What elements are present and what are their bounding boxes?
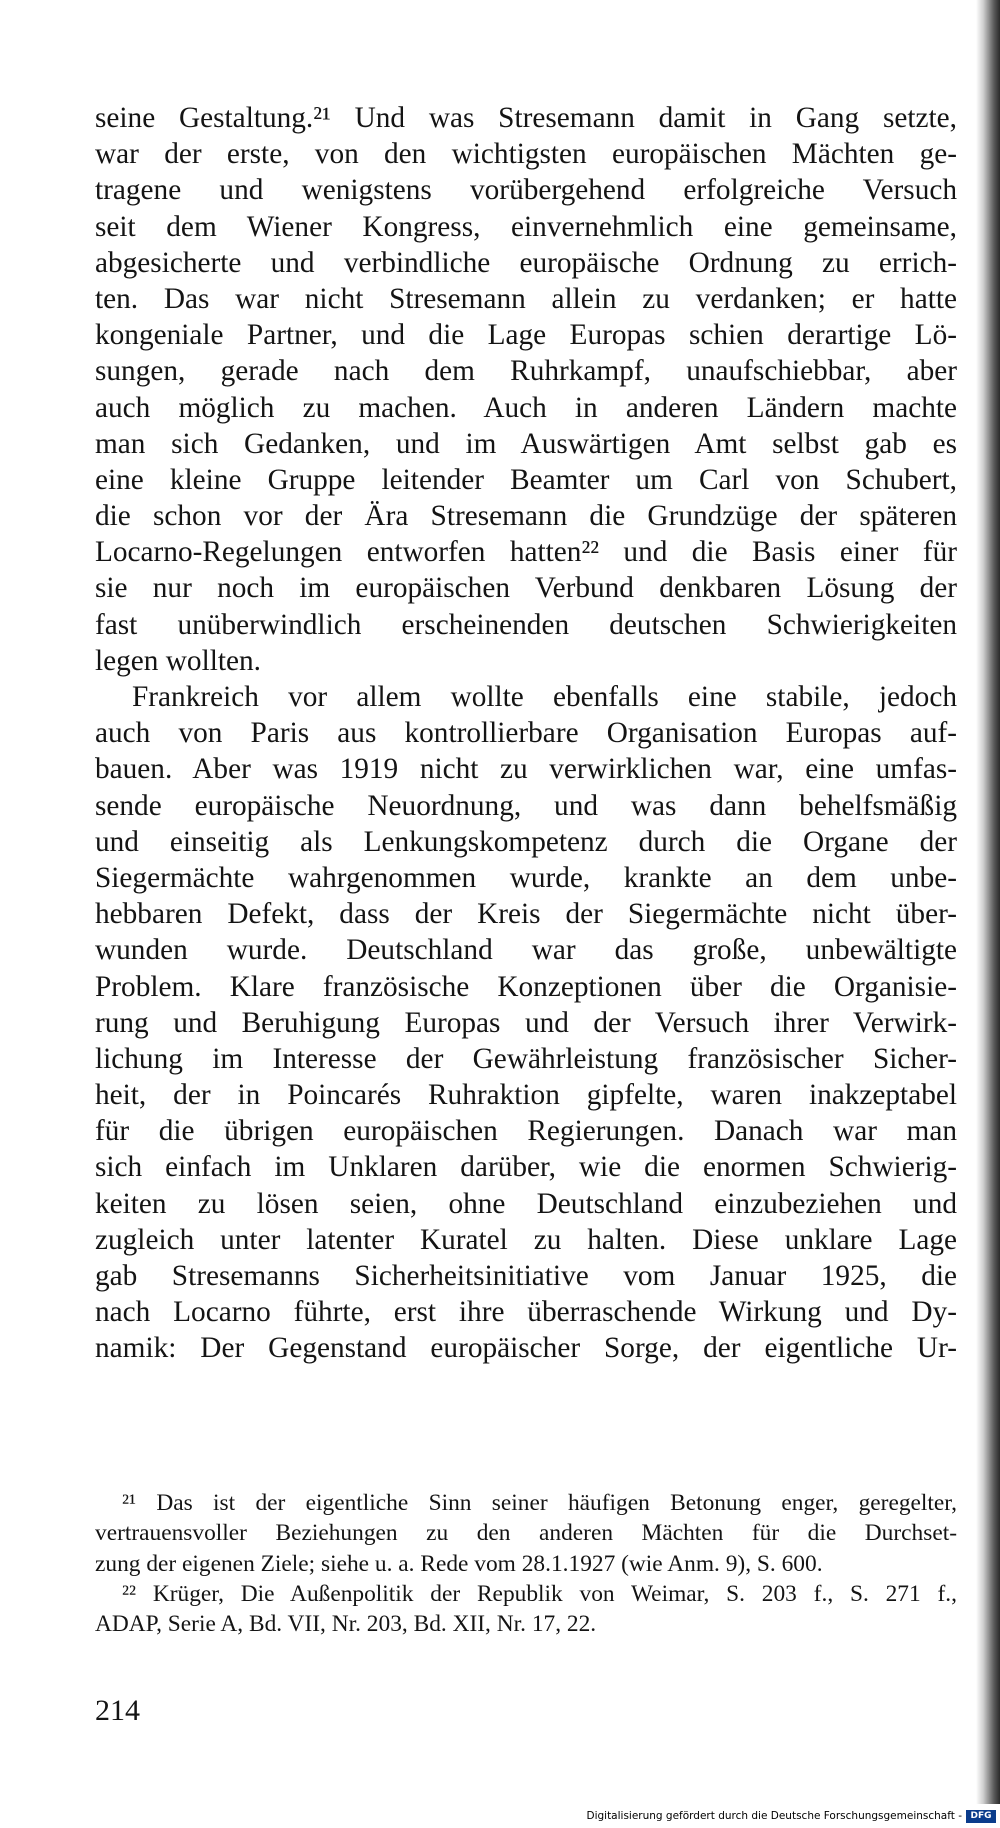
text-line: sende europäische Neuordnung, und was dann behelfsmäßig [95,789,957,822]
text-line: sie nur noch im europäischen Verbund denkbaren Lösung der [95,572,957,605]
footnote-line: ²² Krüger, Die Außenpolitik der Republik von Weimar, S. 203 f., S. 271 f., [122,1580,957,1607]
text-line: nach Locarno führte, erst ihre überraschende Wirkung und Dy- [95,1296,957,1329]
footnotes [95,1488,957,1639]
text-line: abgesicherte und verbindliche europäische Ordnung zu errich- [95,246,957,279]
book-spine-shadow [976,0,1000,1804]
dfg-logo-icon: DFG [966,1810,996,1823]
funding-notice: Digitalisierung gefördert durch die Deutsche Forschungsgemeinschaft - [586,1810,962,1822]
footnote-line: zung der eigenen Ziele; siehe u. a. Rede vom 28.1.1927 (wie Anm. 9), S. 600. [95,1550,823,1577]
text-line: Siegermächte wahrgenommen wurde, krankte an dem unbe- [95,861,957,894]
text-line: ten. Das war nicht Stresemann allein zu verdanken; er hatte [95,282,957,315]
text-line: bauen. Aber was 1919 nicht zu verwirklichen war, eine umfas- [95,753,957,786]
text-line: war der erste, von den wichtigsten europäischen Mächten ge- [95,138,957,171]
text-line: tragene und wenigstens vorübergehend erfolgreiche Versuch [95,174,957,207]
text-line: Problem. Klare französische Konzeptionen über die Organisie- [95,970,957,1003]
text-line: legen wollten. [95,644,261,677]
text-line: eine kleine Gruppe leitender Beamter um Carl von Schubert, [95,463,957,496]
text-line: auch von Paris aus kontrollierbare Organisation Europas auf- [95,717,957,750]
text-line: kongeniale Partner, und die Lage Europas schien derartige Lö- [95,319,957,352]
text-line: hebbaren Defekt, dass der Kreis der Siegermächte nicht über- [95,898,957,931]
text-line: fast unüberwindlich erscheinenden deutschen Schwierigkeiten [95,608,957,641]
page-number: 214 [95,1694,140,1727]
text-line: namik: Der Gegenstand europäischer Sorge, der eigentliche Ur- [95,1332,957,1365]
paragraph-2 [95,679,957,1367]
text-line: heit, der in Poincarés Ruhraktion gipfelte, waren inakzeptabel [95,1079,957,1112]
text-line: lichung im Interesse der Gewährleistung französischer Sicher- [95,1042,957,1075]
main-text [95,100,957,1367]
text-line: wunden wurde. Deutschland war das große, unbewältigte [95,934,957,967]
footnote-line: ²¹ Das ist der eigentliche Sinn seiner häufigen Betonung enger, geregelter, [122,1490,957,1516]
footnote-line: ADAP, Serie A, Bd. VII, Nr. 203, Bd. XII, Nr. 17, 22. [95,1611,597,1638]
text-line: keiten zu lösen seien, ohne Deutschland einzubeziehen und [95,1187,957,1220]
text-line: gab Stresemanns Sicherheitsinitiative vom Januar 1925, die [95,1260,957,1292]
digitization-footer [0,1804,1000,1828]
text-line: rung und Beruhigung Europas und der Versuch ihrer Verwirk- [95,1006,957,1039]
text-line: für die übrigen europäischen Regierungen. Danach war man [95,1115,957,1148]
text-line: zugleich unter latenter Kuratel zu halten. Diese unklare Lage [95,1223,957,1256]
text-line: seit dem Wiener Kongress, einvernehmlich eine gemeinsame, [95,210,957,243]
text-line: Frankreich vor allem wollte ebenfalls eine stabile, jedoch [132,681,957,713]
paragraph-1 [95,100,957,679]
text-line: auch möglich zu machen. Auch in anderen Ländern machte [95,391,957,424]
text-line: sungen, gerade nach dem Ruhrkampf, unaufschiebbar, aber [95,355,957,388]
text-line: seine Gestaltung.²¹ Und was Stresemann damit in Gang setzte, [95,102,957,134]
text-line: sich einfach im Unklaren darüber, wie die enormen Schwierig- [95,1151,957,1184]
footnote-line: vertrauensvoller Beziehungen zu den anderen Mächten für die Durchset- [95,1520,957,1547]
text-line: man sich Gedanken, und im Auswärtigen Amt selbst gab es [95,427,957,460]
text-line: Locarno-Regelungen entworfen hatten²² und die Basis einer für [95,536,957,569]
text-line: die schon vor der Ära Stresemann die Grundzüge der späteren [95,500,957,533]
text-line: und einseitig als Lenkungskompetenz durch die Organe der [95,825,957,858]
footnote-22 [95,1579,957,1640]
footnote-21 [95,1488,957,1579]
